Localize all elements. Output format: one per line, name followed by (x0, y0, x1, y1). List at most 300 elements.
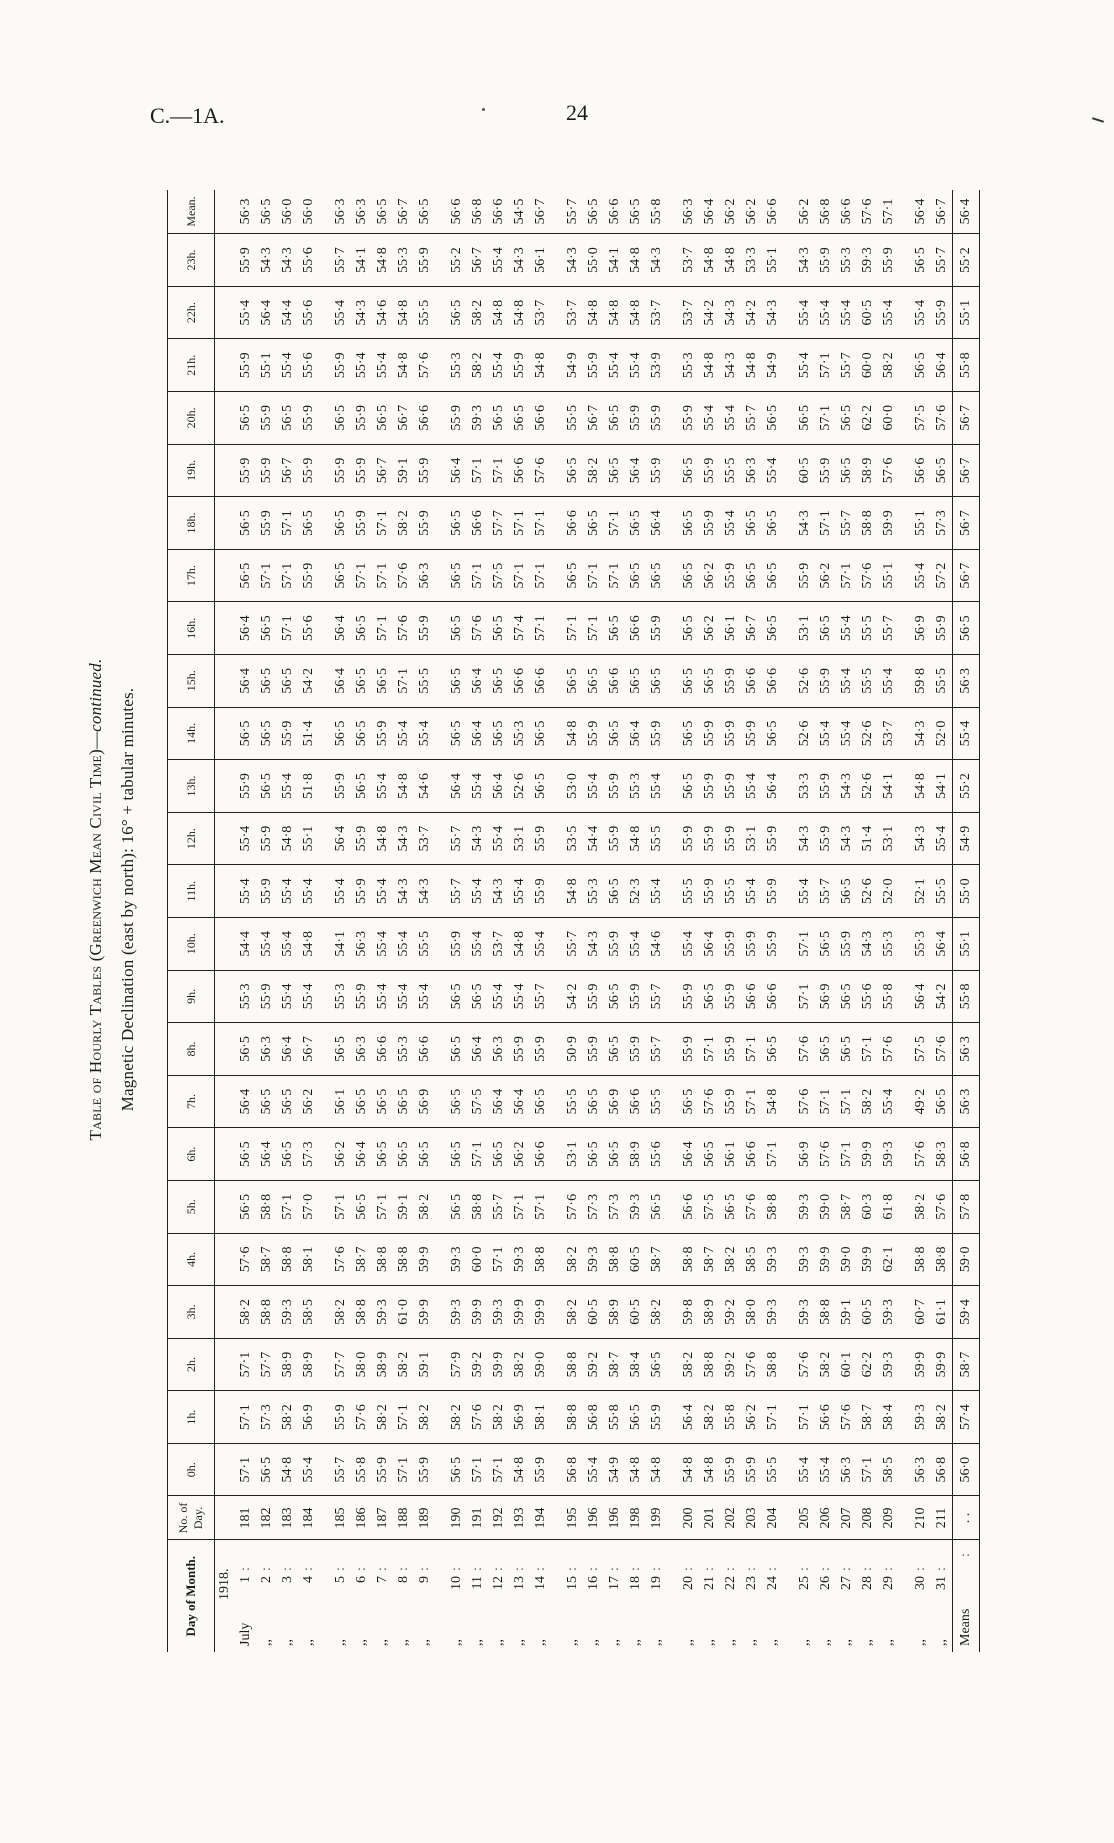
value-cell: 59·3 (467, 392, 488, 445)
value-cell: 59·0 (836, 1233, 857, 1286)
header-cell: 20h. (168, 392, 215, 445)
value-cell: 56·5 (351, 1180, 372, 1233)
value-cell: 55·4 (878, 286, 899, 339)
table-row (604, 190, 625, 1652)
value-cell: 58·2 (393, 1338, 414, 1391)
value-cell: 56·5 (604, 1023, 625, 1076)
value-cell: 55·4 (330, 865, 351, 918)
day-number-cell: 203 (741, 1496, 762, 1540)
day-of-month-cell: ,,18: (628, 1567, 643, 1646)
value-cell: 54·9 (762, 339, 783, 392)
value-cell: 51·4 (298, 707, 319, 760)
value-cell: 54·3 (467, 812, 488, 865)
header-cell: 3h. (168, 1286, 215, 1339)
day-of-month-cell: ,,11: (470, 1567, 485, 1646)
day-of-month-cell: ,,8: (396, 1567, 411, 1646)
value-cell: 55·6 (857, 970, 878, 1023)
value-cell: 52·0 (931, 707, 953, 760)
value-cell: 57·1 (372, 549, 393, 602)
value-cell: 55·9 (372, 1443, 393, 1496)
value-cell: 57·1 (277, 497, 298, 550)
value-cell: 58·5 (878, 1443, 899, 1496)
value-cell: 58·2 (815, 1338, 836, 1391)
value-cell: 56·4 (931, 917, 953, 970)
value-cell: 54·8 (509, 286, 530, 339)
value-cell: 57·1 (372, 602, 393, 655)
day-number-cell: 210 (910, 1496, 931, 1540)
table-row (351, 190, 372, 1652)
day-of-month-cell: ,,29: (881, 1567, 896, 1646)
day-number-cell: 195 (562, 1496, 583, 1540)
value-cell: 58·7 (351, 1233, 372, 1286)
day-of-month-cell: ,,26: (818, 1567, 833, 1646)
value-cell: 56·9 (815, 970, 836, 1023)
value-cell: 56·5 (530, 760, 551, 813)
value-cell: 56·5 (446, 1180, 467, 1233)
value-cell: 55·4 (836, 602, 857, 655)
value-cell: 55·9 (720, 707, 741, 760)
value-cell: 55·9 (815, 812, 836, 865)
header-cell: Mean. (168, 190, 215, 234)
value-cell: 58·2 (467, 339, 488, 392)
value-cell: 56·5 (815, 602, 836, 655)
value-cell: 56·5 (330, 549, 351, 602)
table-row (277, 190, 298, 1652)
value-cell: 53·3 (794, 760, 815, 813)
value-cell: 56·4 (678, 1128, 699, 1181)
value-cell: 55·4 (604, 339, 625, 392)
value-cell: 58·7 (646, 1233, 667, 1286)
value-cell: 58·8 (699, 1338, 720, 1391)
value-cell: 54·4 (583, 812, 604, 865)
value-cell: 55·9 (330, 444, 351, 497)
header-cell: 15h. (168, 655, 215, 708)
value-cell: 56·5 (625, 497, 646, 550)
value-cell: 55·4 (720, 392, 741, 445)
value-cell: 55·4 (277, 339, 298, 392)
value-cell: 56·5 (446, 970, 467, 1023)
value-cell: 56·5 (235, 497, 256, 550)
value-cell: 55·9 (625, 1023, 646, 1076)
value-cell: 56·5 (583, 655, 604, 708)
value-cell: 56·5 (446, 707, 467, 760)
value-cell: 54·8 (604, 286, 625, 339)
value-cell: 57·1 (794, 917, 815, 970)
value-cell: 55·9 (414, 497, 435, 550)
value-cell: 54·8 (509, 1443, 530, 1496)
value-cell: 59·3 (878, 1128, 899, 1181)
value-cell: 55·9 (235, 444, 256, 497)
value-cell: 58·7 (836, 1180, 857, 1233)
value-cell: 53·1 (878, 812, 899, 865)
table-row (678, 190, 699, 1652)
value-cell: 54·3 (256, 234, 277, 287)
value-cell: 58·2 (277, 1391, 298, 1444)
value-cell: 59·2 (467, 1338, 488, 1391)
day-number-cell: 200 (678, 1496, 699, 1540)
header-row (168, 190, 215, 1652)
value-cell: 56·5 (488, 1128, 509, 1181)
value-cell: 55·9 (699, 497, 720, 550)
mean-value-cell: 54·9 (953, 812, 980, 865)
table-row (562, 190, 583, 1652)
value-cell: 56·5 (604, 1128, 625, 1181)
value-cell: 57·1 (699, 1023, 720, 1076)
table-row (446, 190, 467, 1652)
value-cell: 58·2 (562, 1233, 583, 1286)
value-cell: 60·5 (625, 1233, 646, 1286)
value-cell: 56·5 (488, 392, 509, 445)
value-cell: 55·9 (414, 602, 435, 655)
value-cell: 54·1 (604, 234, 625, 287)
mean-value-cell: 59·0 (953, 1233, 980, 1286)
value-cell: 55·9 (625, 392, 646, 445)
value-cell: 53·7 (678, 286, 699, 339)
value-cell: 54·5 (509, 190, 530, 234)
value-cell: 54·3 (351, 286, 372, 339)
value-cell: 58·8 (931, 1233, 953, 1286)
day-of-month-cell: ,,19: (649, 1567, 664, 1646)
value-cell: 56·3 (741, 444, 762, 497)
value-cell: 55·9 (815, 655, 836, 708)
mean-value-cell: 55·2 (953, 760, 980, 813)
value-cell: 56·4 (699, 917, 720, 970)
value-cell: 55·9 (815, 234, 836, 287)
value-cell: 54·8 (699, 1443, 720, 1496)
table-row (467, 190, 488, 1652)
value-cell: 55·4 (235, 286, 256, 339)
value-cell: 56·5 (372, 1128, 393, 1181)
value-cell: 57·1 (815, 339, 836, 392)
day-of-month-cell: ,,5: (333, 1567, 348, 1646)
value-cell: 56·5 (235, 1180, 256, 1233)
value-cell: 56·3 (351, 1023, 372, 1076)
value-cell: 55·7 (646, 1023, 667, 1076)
value-cell: 57·1 (562, 602, 583, 655)
value-cell: 57·1 (467, 1128, 488, 1181)
value-cell: 56·4 (446, 760, 467, 813)
value-cell: 56·3 (330, 190, 351, 234)
value-cell: 56·5 (699, 655, 720, 708)
value-cell: 56·5 (646, 1180, 667, 1233)
value-cell: 54·8 (699, 234, 720, 287)
table-row (836, 190, 857, 1652)
value-cell: 57·6 (393, 602, 414, 655)
value-cell: 56·4 (699, 190, 720, 234)
value-cell: 56·5 (562, 655, 583, 708)
header-cell: 11h. (168, 865, 215, 918)
day-number-cell: 186 (351, 1496, 372, 1540)
value-cell: 55·3 (836, 234, 857, 287)
value-cell: 55·8 (646, 190, 667, 234)
value-cell: 57·1 (583, 549, 604, 602)
day-number-cell: 181 (235, 1496, 256, 1540)
value-cell: 55·7 (646, 970, 667, 1023)
value-cell: 57·6 (794, 1023, 815, 1076)
value-cell: 59·1 (393, 444, 414, 497)
value-cell: 61·8 (878, 1180, 899, 1233)
value-cell: 59·2 (720, 1338, 741, 1391)
value-cell: 55·4 (277, 917, 298, 970)
value-cell: 57·6 (351, 1391, 372, 1444)
value-cell: 57·1 (741, 1075, 762, 1128)
value-cell: 57·2 (931, 549, 953, 602)
value-cell: 56·2 (509, 1128, 530, 1181)
value-cell: 54·3 (836, 760, 857, 813)
value-cell: 56·5 (762, 602, 783, 655)
value-cell: 55·5 (562, 392, 583, 445)
value-cell: 57·1 (372, 497, 393, 550)
header-cell: 4h. (168, 1233, 215, 1286)
value-cell: 55·4 (741, 865, 762, 918)
value-cell: 56·5 (235, 1023, 256, 1076)
day-number-cell: 184 (298, 1496, 319, 1540)
value-cell: 55·9 (509, 1023, 530, 1076)
value-cell: 53·3 (741, 234, 762, 287)
value-cell: 56·5 (330, 707, 351, 760)
value-cell: 55·9 (678, 970, 699, 1023)
value-cell: 59·9 (414, 1286, 435, 1339)
day-number-cell: 183 (277, 1496, 298, 1540)
value-cell: 55·7 (878, 602, 899, 655)
table-row (414, 190, 435, 1652)
value-cell: 56·5 (815, 1023, 836, 1076)
day-of-month-cell: ,,25: (797, 1567, 812, 1646)
value-cell: 56·2 (330, 1128, 351, 1181)
value-cell: 54·2 (562, 970, 583, 1023)
value-cell: 55·7 (330, 1443, 351, 1496)
value-cell: 56·5 (509, 392, 530, 445)
value-cell: 56·4 (910, 970, 931, 1023)
value-cell: 56·5 (446, 1075, 467, 1128)
value-cell: 55·9 (931, 286, 953, 339)
value-cell: 56·3 (910, 1443, 931, 1496)
day-number-cell: 198 (625, 1496, 646, 1540)
value-cell: 58·2 (235, 1286, 256, 1339)
value-cell: 56·8 (467, 190, 488, 234)
value-cell: 54·2 (699, 286, 720, 339)
value-cell: 56·5 (836, 865, 857, 918)
value-cell: 56·2 (298, 1075, 319, 1128)
value-cell: 57·0 (298, 1180, 319, 1233)
value-cell: 56·5 (256, 190, 277, 234)
day-of-month-cell: ,,6: (354, 1567, 369, 1646)
value-cell: 56·7 (372, 444, 393, 497)
value-cell: 55·5 (857, 655, 878, 708)
day-of-month-cell: ,,9: (417, 1567, 432, 1646)
value-cell: 58·8 (530, 1233, 551, 1286)
table-row (583, 190, 604, 1652)
value-cell: 58·2 (720, 1233, 741, 1286)
value-cell: 56·5 (530, 707, 551, 760)
value-cell: 57·7 (330, 1338, 351, 1391)
value-cell: 56·6 (741, 1128, 762, 1181)
value-cell: 59·3 (878, 1286, 899, 1339)
value-cell: 57·1 (604, 549, 625, 602)
value-cell: 58·2 (330, 1286, 351, 1339)
group-spacer (551, 190, 562, 1652)
value-cell: 59·3 (625, 1180, 646, 1233)
value-cell: 56·2 (794, 190, 815, 234)
value-cell: 56·7 (467, 234, 488, 287)
value-cell: 56·5 (604, 602, 625, 655)
value-cell: 58·2 (372, 1391, 393, 1444)
value-cell: 55·4 (530, 917, 551, 970)
value-cell: 54·3 (836, 812, 857, 865)
value-cell: 56·5 (910, 234, 931, 287)
header-cell: 18h. (168, 497, 215, 550)
value-cell: 55·6 (298, 339, 319, 392)
header-cell: 13h. (168, 760, 215, 813)
value-cell: 57·6 (699, 1075, 720, 1128)
value-cell: 57·1 (836, 1128, 857, 1181)
value-cell: 55·4 (720, 497, 741, 550)
value-cell: 56·5 (604, 444, 625, 497)
value-cell: 55·7 (741, 392, 762, 445)
value-cell: 55·9 (298, 549, 319, 602)
value-cell: 56·5 (393, 1075, 414, 1128)
value-cell: 55·9 (699, 707, 720, 760)
value-cell: 55·9 (330, 760, 351, 813)
header-cell: 19h. (168, 444, 215, 497)
value-cell: 57·5 (910, 1023, 931, 1076)
value-cell: 60·5 (857, 286, 878, 339)
value-cell: 57·6 (741, 1180, 762, 1233)
value-cell: 55·4 (488, 970, 509, 1023)
value-cell: 58·2 (509, 1338, 530, 1391)
value-cell: 55·9 (741, 707, 762, 760)
value-cell: 58·1 (530, 1391, 551, 1444)
value-cell: 59·1 (836, 1286, 857, 1339)
value-cell: 58·2 (646, 1286, 667, 1339)
value-cell: 56·1 (720, 1128, 741, 1181)
value-cell: 56·2 (741, 1391, 762, 1444)
value-cell: 57·7 (488, 497, 509, 550)
value-cell: 58·9 (699, 1286, 720, 1339)
value-cell: 60·0 (878, 392, 899, 445)
day-of-month-cell: ,,31: (934, 1567, 949, 1646)
value-cell: 54·1 (330, 917, 351, 970)
value-cell: 55·3 (393, 234, 414, 287)
value-cell: 56·8 (562, 1443, 583, 1496)
value-cell: 56·5 (256, 707, 277, 760)
value-cell: 56·5 (256, 1443, 277, 1496)
value-cell: 56·5 (836, 1023, 857, 1076)
value-cell: 50·9 (562, 1023, 583, 1076)
value-cell: 56·5 (330, 1023, 351, 1076)
value-cell: 55·9 (699, 865, 720, 918)
value-cell: 56·5 (625, 1391, 646, 1444)
value-cell: 53·1 (794, 602, 815, 655)
day-number-cell: 191 (467, 1496, 488, 1540)
value-cell: 56·6 (625, 1075, 646, 1128)
value-cell: 55·4 (467, 865, 488, 918)
value-cell: 55·7 (815, 865, 836, 918)
value-cell: 56·5 (604, 970, 625, 1023)
value-cell: 55·4 (298, 970, 319, 1023)
value-cell: 56·5 (583, 497, 604, 550)
value-cell: 57·6 (857, 549, 878, 602)
day-of-month-cell: ,,4: (301, 1567, 316, 1646)
value-cell: 55·4 (836, 286, 857, 339)
value-cell: 56·8 (583, 1391, 604, 1444)
value-cell: 56·5 (446, 1443, 467, 1496)
value-cell: 56·5 (583, 190, 604, 234)
value-cell: 58·8 (815, 1286, 836, 1339)
value-cell: 57·1 (583, 602, 604, 655)
value-cell: 55·7 (488, 1180, 509, 1233)
speck-mark (482, 108, 485, 111)
value-cell: 56·5 (351, 602, 372, 655)
value-cell: 57·1 (794, 1391, 815, 1444)
value-cell: 58·9 (277, 1338, 298, 1391)
header-cell: 0h. (168, 1443, 215, 1496)
value-cell: 58·2 (699, 1391, 720, 1444)
value-cell: 55·4 (298, 1443, 319, 1496)
value-cell: 59·9 (509, 1286, 530, 1339)
value-cell: 56·5 (678, 497, 699, 550)
value-cell: 57·6 (467, 602, 488, 655)
table-row (509, 190, 530, 1652)
day-of-month-cell: ,,12: (491, 1567, 506, 1646)
value-cell: 56·5 (446, 286, 467, 339)
value-cell: 57·1 (878, 190, 899, 234)
value-cell: 56·5 (277, 392, 298, 445)
mean-value-cell: 56·5 (953, 602, 980, 655)
value-cell: 55·9 (720, 1443, 741, 1496)
value-cell: 56·5 (699, 1128, 720, 1181)
value-cell: 56·1 (330, 1075, 351, 1128)
value-cell: 57·6 (530, 444, 551, 497)
value-cell: 55·0 (583, 234, 604, 287)
value-cell: 56·5 (720, 1180, 741, 1233)
value-cell: 56·5 (393, 1128, 414, 1181)
value-cell: 54·3 (910, 707, 931, 760)
value-cell: 60·3 (857, 1180, 878, 1233)
value-cell: 55·9 (256, 392, 277, 445)
value-cell: 54·8 (393, 760, 414, 813)
value-cell: 56·5 (277, 1075, 298, 1128)
header-cell: 7h. (168, 1075, 215, 1128)
value-cell: 55·9 (351, 865, 372, 918)
value-cell: 56·6 (530, 1128, 551, 1181)
value-cell: 57·1 (857, 1023, 878, 1076)
day-number-cell: 196 (583, 1496, 604, 1540)
value-cell: 59·3 (910, 1391, 931, 1444)
value-cell: 55·9 (720, 655, 741, 708)
value-cell: 53·7 (646, 286, 667, 339)
value-cell: 57·1 (530, 602, 551, 655)
value-cell: 59·9 (815, 1233, 836, 1286)
value-cell: 55·9 (351, 444, 372, 497)
value-cell: 54·3 (562, 234, 583, 287)
value-cell: 55·1 (298, 812, 319, 865)
value-cell: 55·9 (298, 392, 319, 445)
value-cell: 60·5 (857, 1286, 878, 1339)
value-cell: 54·1 (878, 760, 899, 813)
value-cell: 55·5 (414, 917, 435, 970)
value-cell: 55·4 (910, 549, 931, 602)
mean-value-cell: 56·4 (953, 190, 980, 234)
value-cell: 55·9 (836, 917, 857, 970)
value-cell: 56·6 (678, 1180, 699, 1233)
value-cell: 57·1 (393, 1391, 414, 1444)
value-cell: 57·1 (530, 1180, 551, 1233)
value-cell: 54·8 (720, 234, 741, 287)
table-row (235, 190, 256, 1652)
value-cell: 55·5 (646, 812, 667, 865)
value-cell: 58·9 (625, 1128, 646, 1181)
